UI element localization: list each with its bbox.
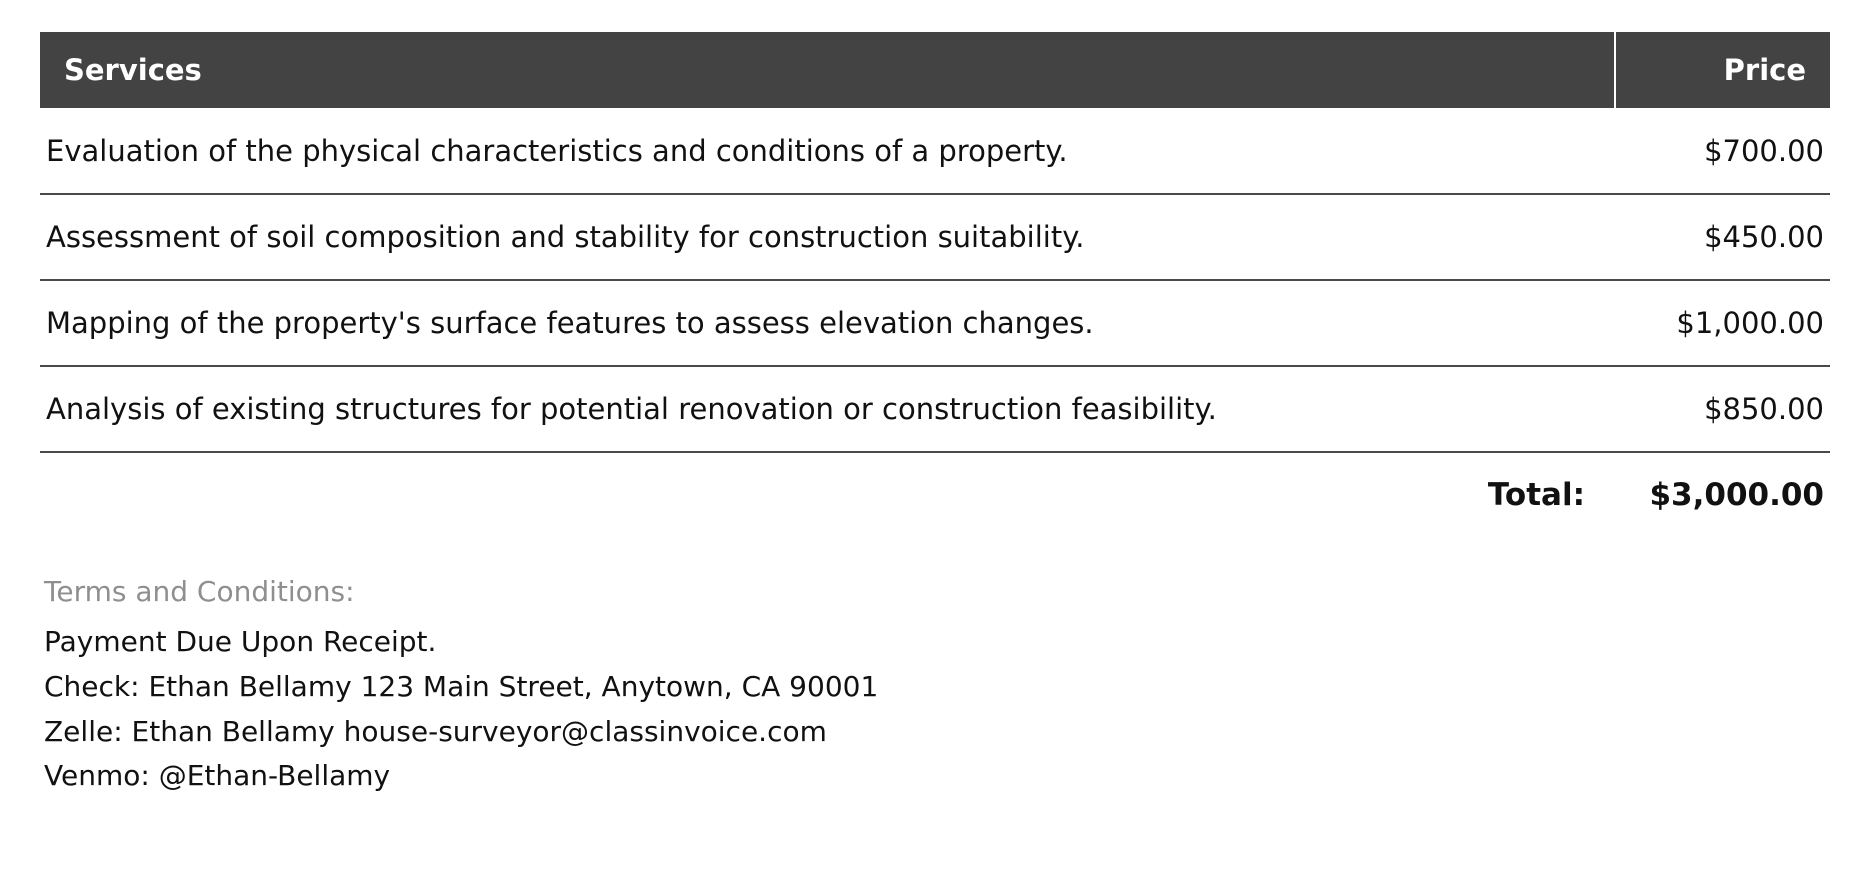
service-price: $1,000.00 xyxy=(1676,306,1824,340)
table-row xyxy=(40,280,1830,366)
table-body xyxy=(40,108,1830,537)
total-row xyxy=(40,452,1830,537)
table-row xyxy=(40,366,1830,452)
column-header-price: Price xyxy=(1723,53,1806,87)
total-label: Total: xyxy=(1487,477,1585,513)
terms-line-payment: Payment Due Upon Receipt. xyxy=(44,625,437,658)
service-description: Mapping of the property's surface features to assess elevation changes. xyxy=(46,306,1094,340)
terms-and-conditions-section xyxy=(40,575,1828,799)
service-description: Analysis of existing structures for potential renovation or construction feasibility. xyxy=(46,392,1217,426)
terms-title: Terms and Conditions: xyxy=(44,575,355,608)
service-description: Evaluation of the physical characteristics and conditions of a property. xyxy=(46,133,1068,168)
terms-line-check: Check: Ethan Bellamy 123 Main Street, Anytown, CA 90001 xyxy=(44,669,879,703)
service-price: $850.00 xyxy=(1704,392,1824,426)
table-row xyxy=(40,194,1830,280)
table-header xyxy=(40,32,1830,108)
terms-line-zelle: Zelle: Ethan Bellamy house-surveyor@classinvoice.com xyxy=(44,714,827,748)
table-row xyxy=(40,108,1830,194)
column-header-services: Services xyxy=(40,32,1615,108)
terms-line-venmo: Venmo: @Ethan-Bellamy xyxy=(44,759,391,793)
invoice-services-table xyxy=(40,32,1830,537)
total-amount: $3,000.00 xyxy=(1649,477,1824,513)
service-price: $700.00 xyxy=(1704,133,1824,168)
service-description: Assessment of soil composition and stability for construction suitability. xyxy=(46,220,1085,254)
table-header-row xyxy=(40,32,1830,108)
service-price: $450.00 xyxy=(1704,220,1824,254)
